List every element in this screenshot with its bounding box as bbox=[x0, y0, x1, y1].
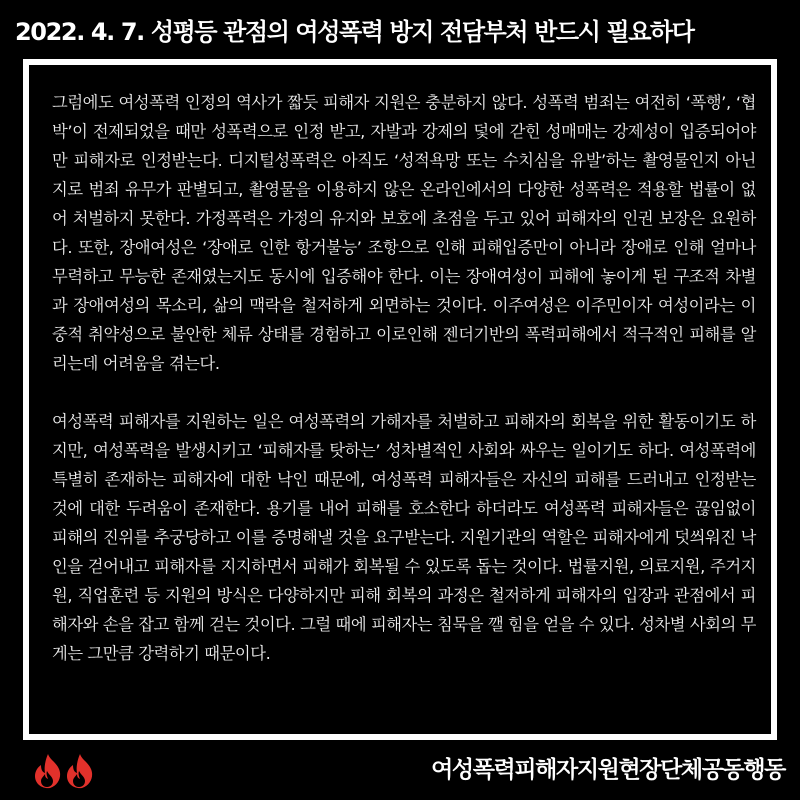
organization-name: 여성폭력피해자지원현장단체공동행동 bbox=[431, 757, 785, 783]
paragraph: 그럼에도 여성폭력 인정의 역사가 짧듯 피해자 지원은 충분하지 않다. 성폭력 범죄는 여전히 ‘폭행’, ‘협박’이 전제되었을 때만 성폭력으로 인정 받고, 자발과 강제의 덫에 갇힌 성매매는 강제성이 입증되어야만 피해자로 인정받는다. 디지털성폭력은 아직도 ‘성적욕망 또는 수치심을 유발’하는 촬영물인지 아닌지로 범죄 유무가 판별되고, 촬영물을 이용하지 않은 온라인에서의 다양한 성폭력은 적용할 법률이 없어 처벌하지 못한다. 가정폭력은 가정의 유지와 보호에 초점을 두고 있어 피해자의 인권 보장은 요원하다. 또한, 장애여성은 ‘장애로 인한 항거불능’ 조항으로 인해 피해입증만이 아니라 장애로 인해 얼마나 무력하고 무능한 존재였는지도 동시에 입증해야 한다. 이는 장애여성이 피해에 놓이게 된 구조적 차별과 장애여성의 목소리, 삶의 맥락을 철저하게 외면하는 것이다. 이주여성은 이주민이자 여성이라는 이중적 취약성으로 불안한 체류 상태를 경험하고 이로인해 젠더기반의 폭력피해에서 적극적인 피해를 알리는데 어려움을 겪는다. bbox=[52, 93, 756, 373]
page-title: 2022. 4. 7. 성평등 관점의 여성폭력 방지 전담부처 반드시 필요하다 bbox=[15, 18, 694, 46]
paragraph: 여성폭력 피해자를 지원하는 일은 여성폭력의 가해자를 처벌하고 피해자의 회복을 위한 활동이기도 하지만, 여성폭력을 발생시키고 ‘피해자를 탓하는’ 성차별적인 사회와 싸우는 일이기도 하다. 여성폭력에 특별히 존재하는 피해자에 대한 낙인 때문에, 여성폭력 피해자들은 자신의 피해를 드러내고 인정받는 것에 대한 두려움이 존재한다. 용기를 내어 피해를 호소한다 하더라도 여성폭력 피해자들은 끊임없이 피해의 진위를 추궁당하고 이를 증명해낼 것을 요구받는다. 지원기관의 역할은 피해자에게 덧씌워진 낙인을 걷어내고 피해자를 지지하면서 피해가 회복될 수 있도록 돕는 것이다. 법률지원, 의료지원, 주거지원, 직업훈련 등 지원의 방식은 다양하지만 피해 회복의 과정은 철저하게 피해자의 입장과 관점에서 피해자와 손을 잡고 함께 걷는 것이다. 그럴 때에 피해자는 침묵을 깰 힘을 얻을 수 있다. 성차별 사회의 무게는 그만큼 강력하기 때문이다. bbox=[52, 412, 757, 663]
statement-body bbox=[52, 88, 756, 668]
twin-flames-icon bbox=[32, 752, 98, 790]
